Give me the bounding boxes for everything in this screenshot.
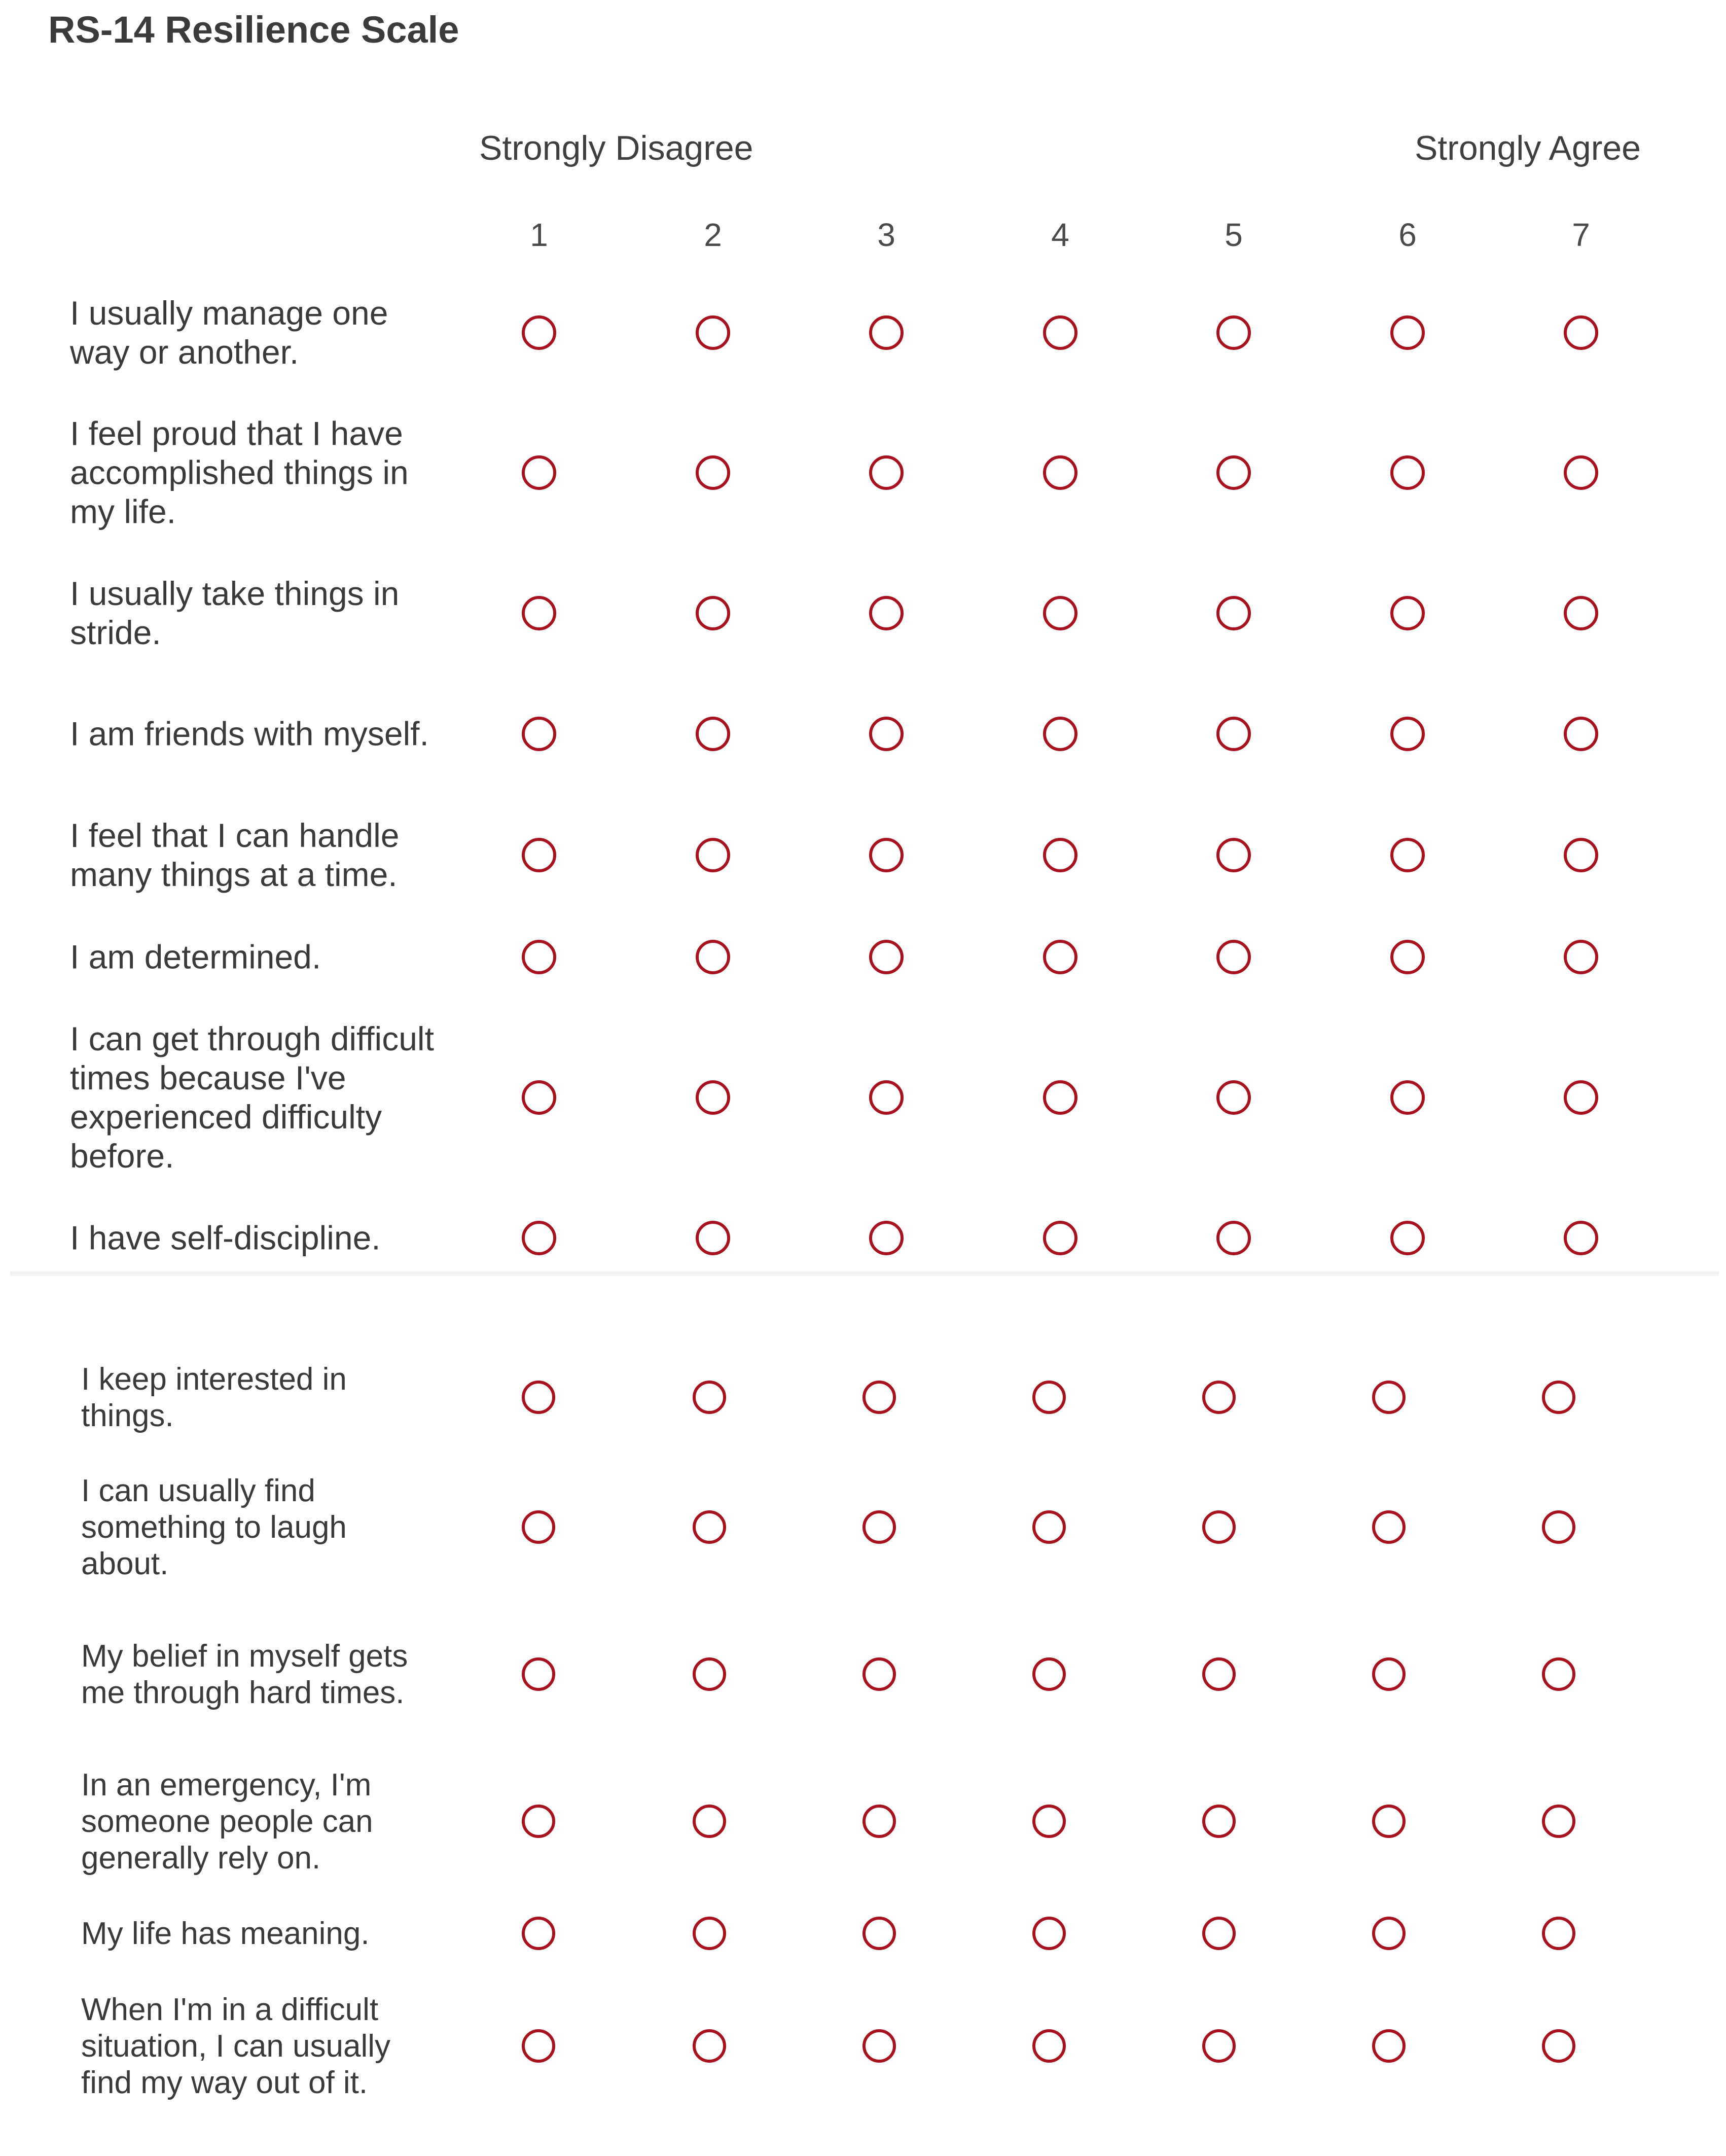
question-text: I have self-discipline. xyxy=(70,1219,381,1257)
radio-option-7[interactable] xyxy=(1564,940,1598,974)
radio-option-2[interactable] xyxy=(696,1221,730,1255)
radio-option-3[interactable] xyxy=(862,1510,896,1544)
radio-option-3[interactable] xyxy=(862,1805,896,1838)
radio-option-6[interactable] xyxy=(1372,1510,1406,1544)
question-label xyxy=(70,575,455,691)
radio-option-4[interactable] xyxy=(1032,1657,1066,1691)
radio-option-5[interactable] xyxy=(1216,838,1251,872)
radio-option-2[interactable] xyxy=(693,1510,726,1544)
question-label xyxy=(70,715,455,773)
radio-option-4[interactable] xyxy=(1032,1805,1066,1838)
radio-option-2[interactable] xyxy=(693,1805,726,1838)
radio-option-6[interactable] xyxy=(1372,2029,1406,2063)
radio-option-1[interactable] xyxy=(522,1381,555,1414)
radio-option-5[interactable] xyxy=(1216,1221,1251,1255)
radio-option-7[interactable] xyxy=(1564,1080,1598,1115)
radio-option-4[interactable] xyxy=(1032,1917,1066,1950)
question-label xyxy=(81,1916,436,1970)
scale-number-3: 3 xyxy=(877,217,895,253)
radio-option-5[interactable] xyxy=(1202,1657,1236,1691)
question-text: I am friends with myself. xyxy=(70,715,429,753)
radio-option-7[interactable] xyxy=(1564,596,1598,630)
radio-option-5[interactable] xyxy=(1216,717,1251,751)
radio-option-2[interactable] xyxy=(696,1080,730,1115)
radio-option-6[interactable] xyxy=(1390,455,1425,490)
radio-option-5[interactable] xyxy=(1216,940,1251,974)
radio-option-1[interactable] xyxy=(522,838,556,872)
scale-anchor-right: Strongly Agree xyxy=(1414,129,1641,167)
radio-option-1[interactable] xyxy=(522,717,556,751)
radio-option-4[interactable] xyxy=(1043,717,1077,751)
scale-number-1: 1 xyxy=(530,217,548,253)
radio-option-6[interactable] xyxy=(1390,940,1425,974)
radio-option-6[interactable] xyxy=(1372,1917,1406,1950)
radio-option-2[interactable] xyxy=(696,315,730,350)
radio-option-7[interactable] xyxy=(1564,838,1598,872)
radio-option-3[interactable] xyxy=(862,1381,896,1414)
radio-option-4[interactable] xyxy=(1032,1510,1066,1544)
question-text: In an emergency, I'm someone people can generally rely on. xyxy=(81,1768,373,1876)
radio-option-4[interactable] xyxy=(1032,1381,1066,1414)
radio-option-4[interactable] xyxy=(1043,1221,1077,1255)
question-text: My belief in myself gets me through hard times. xyxy=(81,1639,408,1710)
radio-option-1[interactable] xyxy=(522,596,556,630)
radio-option-3[interactable] xyxy=(869,940,904,974)
radio-option-7[interactable] xyxy=(1564,1221,1598,1255)
radio-option-2[interactable] xyxy=(693,1381,726,1414)
scale-anchor-left: Strongly Disagree xyxy=(479,129,753,167)
question-text: I can usually find something to laugh about. xyxy=(81,1473,347,1581)
radio-option-5[interactable] xyxy=(1202,2029,1236,2063)
question-label xyxy=(81,1362,436,1471)
radio-option-7[interactable] xyxy=(1564,455,1598,490)
question-label xyxy=(81,1639,436,1748)
radio-option-5[interactable] xyxy=(1216,596,1251,630)
radio-option-5[interactable] xyxy=(1216,455,1251,490)
radio-option-7[interactable] xyxy=(1542,1805,1575,1838)
radio-option-2[interactable] xyxy=(696,940,730,974)
question-label xyxy=(70,1219,455,1277)
radio-option-7[interactable] xyxy=(1542,1917,1575,1950)
radio-option-3[interactable] xyxy=(862,1917,896,1950)
question-text: I feel that I can handle many things at a time. xyxy=(70,817,400,893)
radio-option-5[interactable] xyxy=(1216,1080,1251,1115)
radio-option-4[interactable] xyxy=(1043,940,1077,974)
survey-title: RS-14 Resilience Scale xyxy=(48,9,459,51)
radio-option-6[interactable] xyxy=(1390,838,1425,872)
question-label xyxy=(81,1473,436,1637)
radio-option-2[interactable] xyxy=(696,717,730,751)
scale-number-6: 6 xyxy=(1398,217,1417,253)
radio-option-6[interactable] xyxy=(1390,596,1425,630)
radio-option-2[interactable] xyxy=(693,2029,726,2063)
radio-option-5[interactable] xyxy=(1202,1917,1236,1950)
radio-option-7[interactable] xyxy=(1564,315,1598,350)
radio-option-3[interactable] xyxy=(862,2029,896,2063)
radio-option-7[interactable] xyxy=(1542,1381,1575,1414)
question-text: I usually manage one way or another. xyxy=(70,294,388,371)
scale-number-2: 2 xyxy=(704,217,722,253)
radio-option-6[interactable] xyxy=(1390,1221,1425,1255)
question-text: When I'm in a difficult situation, I can usually find my way out of it. xyxy=(81,1992,391,2100)
radio-option-2[interactable] xyxy=(696,596,730,630)
radio-option-1[interactable] xyxy=(522,455,556,490)
radio-option-5[interactable] xyxy=(1216,315,1251,350)
radio-option-1[interactable] xyxy=(522,1805,555,1838)
radio-option-3[interactable] xyxy=(869,1221,904,1255)
question-label xyxy=(81,1992,436,2156)
radio-option-1[interactable] xyxy=(522,2029,555,2063)
radio-option-2[interactable] xyxy=(696,455,730,490)
scale-number-5: 5 xyxy=(1225,217,1243,253)
question-label xyxy=(70,938,455,996)
radio-option-4[interactable] xyxy=(1043,596,1077,630)
radio-option-5[interactable] xyxy=(1202,1510,1236,1544)
scale-number-7: 7 xyxy=(1572,217,1590,253)
radio-option-6[interactable] xyxy=(1390,1080,1425,1115)
radio-option-4[interactable] xyxy=(1043,1080,1077,1115)
radio-option-3[interactable] xyxy=(869,596,904,630)
radio-option-3[interactable] xyxy=(869,315,904,350)
radio-option-6[interactable] xyxy=(1372,1381,1406,1414)
radio-option-1[interactable] xyxy=(522,1080,556,1115)
radio-option-4[interactable] xyxy=(1032,2029,1066,2063)
radio-option-3[interactable] xyxy=(869,717,904,751)
radio-option-2[interactable] xyxy=(696,838,730,872)
radio-option-1[interactable] xyxy=(522,1221,556,1255)
radio-option-6[interactable] xyxy=(1372,1657,1406,1691)
question-text: I usually take things in stride. xyxy=(70,575,400,651)
scale-number-4: 4 xyxy=(1051,217,1069,253)
radio-option-3[interactable] xyxy=(862,1657,896,1691)
radio-option-1[interactable] xyxy=(522,940,556,974)
radio-option-7[interactable] xyxy=(1564,717,1598,751)
radio-option-3[interactable] xyxy=(869,838,904,872)
question-label xyxy=(70,414,455,590)
question-text: I feel proud that I have accomplished things in my life. xyxy=(70,414,409,531)
question-label xyxy=(81,1768,436,1931)
radio-option-6[interactable] xyxy=(1372,1805,1406,1838)
radio-option-1[interactable] xyxy=(522,1510,555,1544)
radio-option-3[interactable] xyxy=(869,455,904,490)
radio-option-1[interactable] xyxy=(522,1917,555,1950)
question-text: My life has meaning. xyxy=(81,1916,370,1951)
radio-option-5[interactable] xyxy=(1202,1381,1236,1414)
radio-option-7[interactable] xyxy=(1542,2029,1575,2063)
question-label xyxy=(70,294,455,411)
radio-option-7[interactable] xyxy=(1542,1510,1575,1544)
radio-option-1[interactable] xyxy=(522,315,556,350)
question-label xyxy=(70,817,455,933)
radio-option-3[interactable] xyxy=(869,1080,904,1115)
radio-option-6[interactable] xyxy=(1390,717,1425,751)
radio-option-4[interactable] xyxy=(1043,838,1077,872)
radio-option-6[interactable] xyxy=(1390,315,1425,350)
radio-option-5[interactable] xyxy=(1202,1805,1236,1838)
question-text: I keep interested in things. xyxy=(81,1362,347,1433)
radio-option-1[interactable] xyxy=(522,1657,555,1691)
question-text: I can get through difficult times because I've experienced difficulty before. xyxy=(70,1020,434,1175)
radio-option-2[interactable] xyxy=(693,1917,726,1950)
radio-option-2[interactable] xyxy=(693,1657,726,1691)
radio-option-4[interactable] xyxy=(1043,455,1077,490)
question-text: I am determined. xyxy=(70,938,321,976)
radio-option-4[interactable] xyxy=(1043,315,1077,350)
radio-option-7[interactable] xyxy=(1542,1657,1575,1691)
